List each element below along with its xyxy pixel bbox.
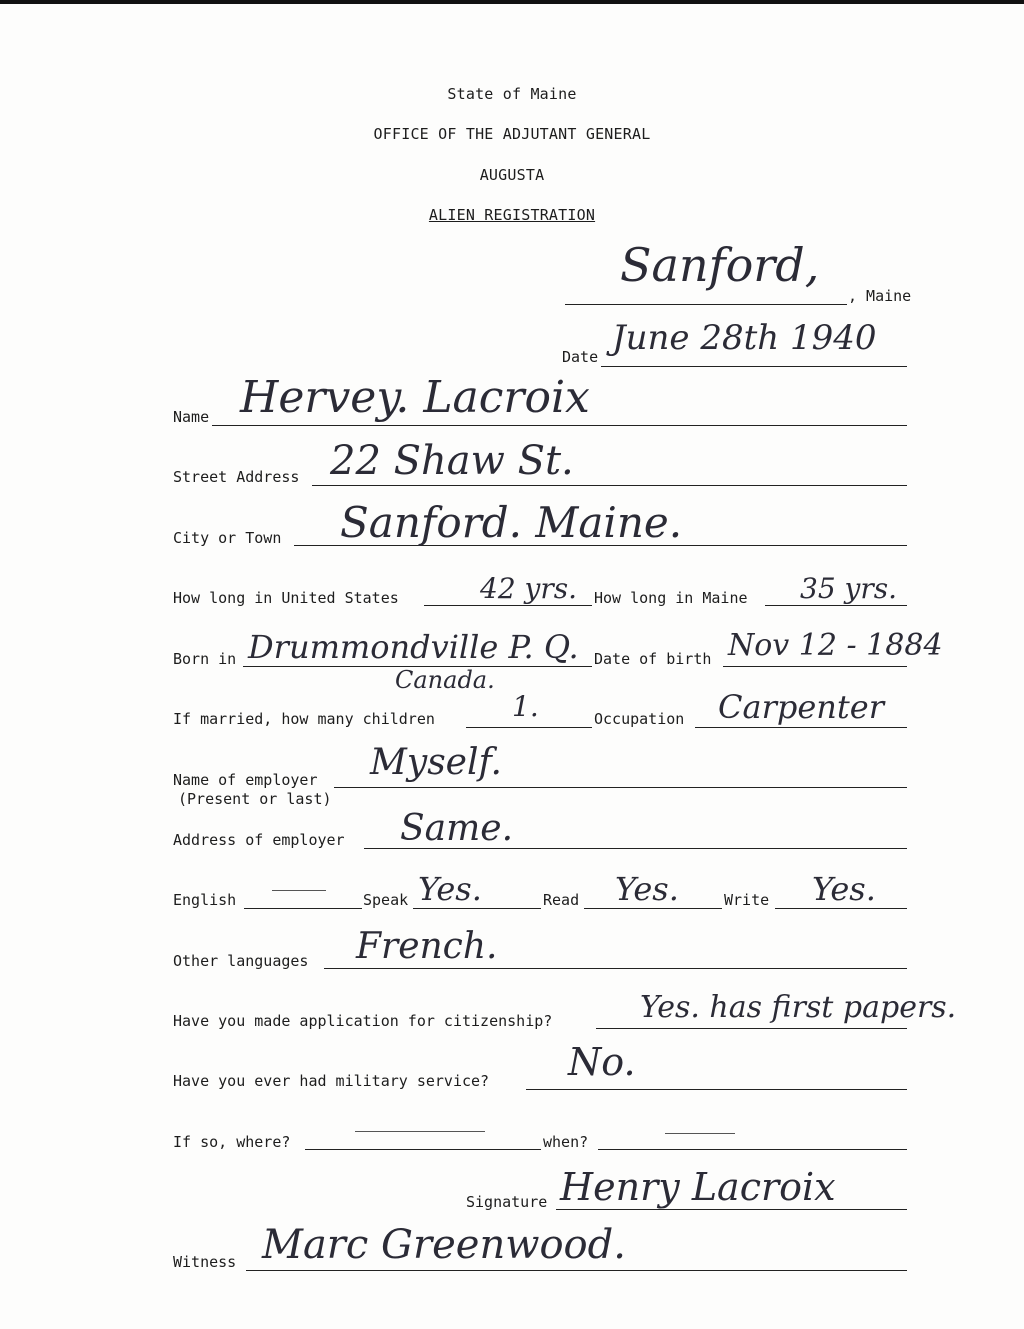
other-languages-line [324, 968, 907, 969]
speak-line [413, 908, 541, 909]
street-address-line [312, 485, 907, 486]
signature-label: Signature [466, 1193, 548, 1211]
when-dash-mark [665, 1133, 735, 1134]
employer-name-line [334, 787, 907, 788]
signature-value: Henry Lacroix [560, 1165, 836, 1209]
how-long-us-label: How long in United States [173, 589, 399, 607]
occupation-value: Carpenter [718, 688, 884, 726]
born-in-label: Born in [173, 650, 237, 668]
maine-suffix: , Maine [848, 287, 912, 305]
how-long-maine-value: 35 yrs. [800, 572, 898, 605]
if-so-where-line [305, 1149, 541, 1150]
when-label: when? [543, 1133, 589, 1151]
town-line [565, 304, 847, 305]
city-or-town-value: Sanford. Maine. [340, 498, 683, 547]
street-address-value: 22 Shaw St. [330, 438, 574, 484]
employer-name-note: (Present or last) [178, 790, 332, 808]
if-so-where-label: If so, where? [173, 1133, 291, 1151]
citizenship-line [596, 1028, 907, 1029]
english-dash-mark [272, 890, 326, 891]
married-children-line [466, 727, 592, 728]
header-city: AUGUSTA [479, 166, 545, 184]
date-label: Date [562, 348, 599, 366]
born-in-country-value: Canada. [395, 666, 495, 694]
other-languages-label: Other languages [173, 952, 309, 970]
town-value: Sanford, [620, 238, 820, 292]
header-state: State of Maine [447, 85, 577, 103]
english-label: English [173, 891, 237, 909]
witness-value: Marc Greenwood. [262, 1222, 626, 1268]
read-label: Read [543, 891, 580, 909]
date-of-birth-value: Nov 12 - 1884 [728, 628, 943, 663]
other-languages-value: French. [356, 926, 498, 967]
how-long-maine-line [765, 605, 907, 606]
date-line [601, 366, 907, 367]
speak-label: Speak [363, 891, 409, 909]
read-value: Yes. [615, 870, 679, 908]
form-title: ALIEN REGISTRATION [428, 206, 596, 224]
employer-address-label: Address of employer [173, 831, 345, 849]
name-line [212, 425, 907, 426]
employer-name-label: Name of employer [173, 771, 318, 789]
how-long-us-line [424, 605, 592, 606]
english-line [244, 908, 362, 909]
military-line [526, 1089, 907, 1090]
military-value: No. [568, 1040, 636, 1084]
date-of-birth-line [723, 666, 907, 667]
date-value: June 28th 1940 [612, 318, 877, 358]
date-of-birth-label: Date of birth [594, 650, 712, 668]
write-value: Yes. [812, 870, 876, 908]
citizenship-label: Have you made application for citizenship? [173, 1012, 553, 1030]
write-label: Write [724, 891, 770, 909]
citizenship-value: Yes. has first papers. [640, 990, 957, 1025]
name-value: Hervey. Lacroix [240, 372, 590, 423]
city-or-town-label: City or Town [173, 529, 282, 547]
occupation-label: Occupation [594, 710, 685, 728]
header-office: OFFICE OF THE ADJUTANT GENERAL [373, 125, 651, 143]
how-long-us-value: 42 yrs. [480, 572, 578, 605]
witness-line [246, 1270, 907, 1271]
military-label: Have you ever had military service? [173, 1072, 490, 1090]
occupation-line [695, 727, 907, 728]
street-address-label: Street Address [173, 468, 300, 486]
scan-top-border [0, 0, 1024, 4]
witness-label: Witness [173, 1253, 237, 1271]
children-value: 1. [512, 690, 539, 723]
name-label: Name [173, 408, 210, 426]
if-so-where-dash-mark [355, 1131, 485, 1132]
speak-value: Yes. [418, 870, 482, 908]
write-line [775, 908, 907, 909]
when-line [598, 1149, 907, 1150]
employer-name-value: Myself. [370, 742, 502, 783]
born-in-value: Drummondville P. Q. [248, 628, 579, 666]
read-line [584, 908, 722, 909]
employer-address-value: Same. [400, 808, 514, 849]
how-long-maine-label: How long in Maine [594, 589, 748, 607]
signature-line [556, 1209, 907, 1210]
married-children-label: If married, how many children [173, 710, 435, 728]
